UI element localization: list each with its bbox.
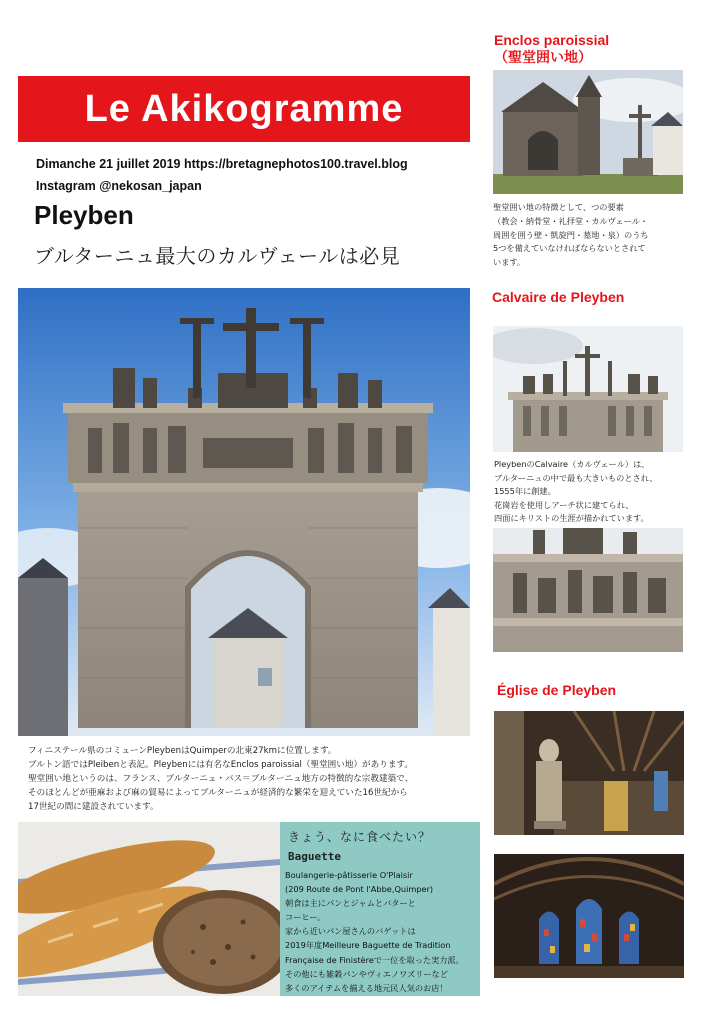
enclos-photo [493,70,683,194]
bread-line: 朝食は主にパンとジャムとバターと [285,898,416,909]
bread-line: コーヒー。 [285,912,326,923]
intro-text [28,744,478,814]
bread-line: 多くのアイテムを揃える地元民人気のお店！ [285,982,448,993]
bread-line: Française de Finistèreで一位を取った実力派。 [285,954,464,965]
bread-line: 2019年度Meilleure Baguette de Tradition [285,940,451,951]
enclos-description [493,201,693,270]
enclos-title-line1: Enclos paroissial [494,32,610,48]
intro-line: 17世紀の間に建設されています。 [28,802,159,812]
intro-line: 聖堂囲い地というのは、フランス、ブルターニュ・バス＝ブルターニュ地方の特徴的な宗教建築で、 [28,774,414,784]
bread-info-box [280,822,480,996]
calvaire-top-photo [493,326,683,452]
page-subtitle: ブルターニュ最大のカルヴェールは必見 [34,244,401,268]
instagram-handle: Instagram @nekosan_japan [36,179,202,193]
calvaire-line: 花崗岩を使用しアーチ状に建てられ、 [494,499,634,510]
calvaire-section-title: Calvaire de Pleyben [492,289,625,305]
bread-line: その他にも雑穀パンやヴィエノワズリーなど [285,968,449,979]
enclos-line: 周囲を囲う壁・凱旋門・墓地・泉）のうち [493,229,649,240]
bread-line: 家から近いパン屋さんのバゲットは [285,926,416,937]
intro-line: ブルトン語ではPleibenと表記。Pleybenには有名なEnclos paroissial（聖堂囲い地）があります。 [28,760,413,770]
intro-line: そのほとんどが亜麻および麻の貿易によってブルターニュが経済的な繁栄を迎えていた16世紀から [28,788,408,798]
enclos-line: 聖堂囲い地の特徴として、つの要素 [493,202,624,212]
calvaire-description [494,458,694,526]
calvaire-hero-photo [18,288,470,736]
calvaire-line: ブルターニュの中で最も大きいものとされ、 [494,472,658,483]
calvaire-line: 1555年に創建。 [494,486,556,496]
bread-line: Boulangerie-pâtisserie O'Plaisir [285,870,413,880]
masthead-banner [18,76,470,142]
eglise-section-title: Église de Pleyben [497,682,617,698]
date-and-url: Dimanche 21 juillet 2019 https://bretagnephotos100.travel.blog [36,157,408,171]
page-title: Pleyben [34,200,134,230]
enclos-section-title [494,32,609,66]
enclos-title-line2: （聖堂囲い地） [494,49,592,65]
calvaire-frieze-photo [493,528,683,652]
calvaire-line: PleybenのCalvaire（カルヴェール）は、 [494,459,650,469]
enclos-line: います。 [493,257,526,268]
bread-line: (209 Route de Pont l'Abbe,Quimper) [285,884,434,895]
bread-description [285,868,480,995]
enclos-line: （教会・納骨堂・礼拝堂・カルヴェール・ [493,215,649,226]
calvaire-line: 四面にキリストの生涯が描かれています。 [494,513,649,523]
intro-line: フィニステール県のコミューンPleybenはQuimperの北東27kmに位置します。 [28,746,337,756]
bread-name: Baguette [288,850,341,863]
baguette-photo [18,822,280,996]
masthead-title: Le Akikogramme [84,88,404,130]
bread-question: きょう、なに食べたい？ [288,830,432,844]
eglise-windows-photo [494,854,684,978]
enclos-line: 5つを備えていなければならないとされて [493,243,646,254]
eglise-statue-photo [494,711,684,835]
